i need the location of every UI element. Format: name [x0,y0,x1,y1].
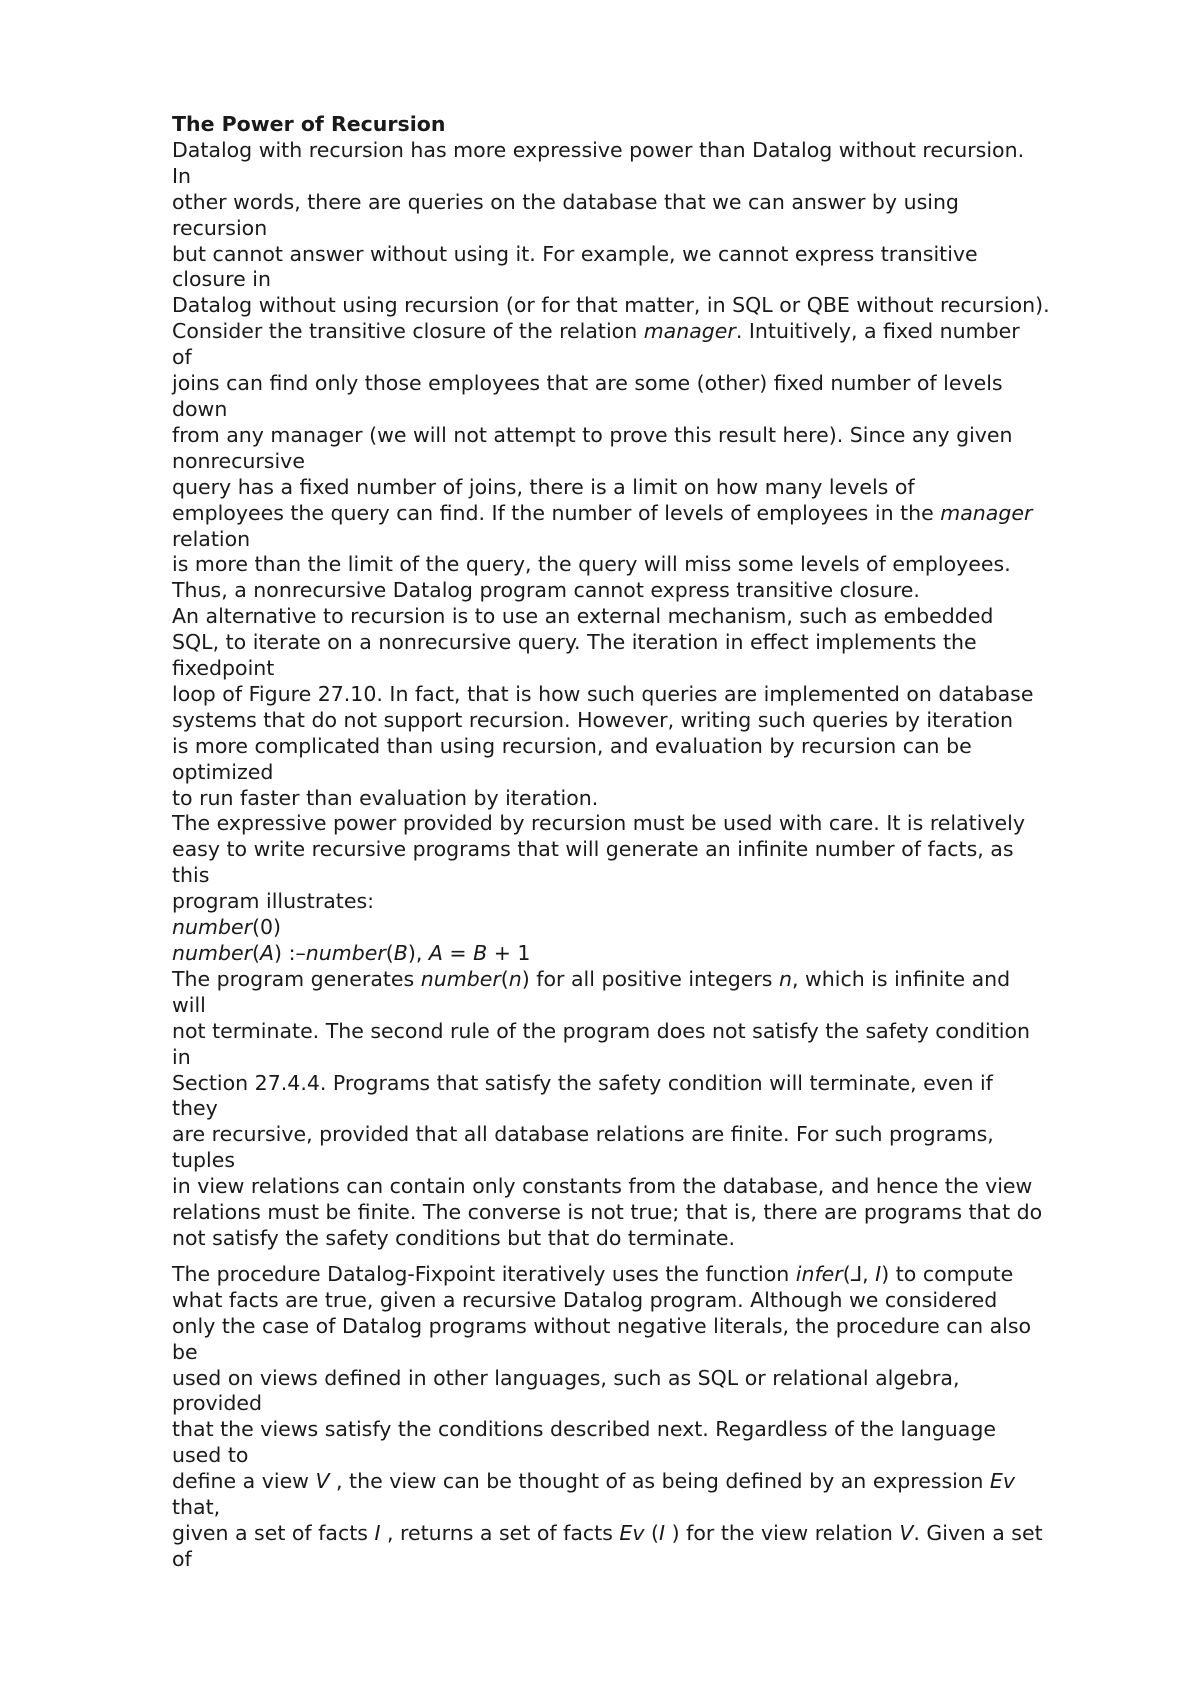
text-line: is more complicated than using recursion, and evaluation by recursion can be [172,733,972,758]
text-run: (⅃, [842,1261,876,1286]
text-line: loop of Figure 27.10. In fact, that is how such queries are implemented on database [172,681,1034,706]
variable-v: V [899,1520,914,1545]
document-body [172,112,1132,1573]
text-line: tuples [172,1148,236,1173]
text-line: fixedpoint [172,656,275,681]
function-infer: infer [795,1261,843,1286]
text-line: easy to write recursive programs that will generate an infinite number of facts, as [172,837,1014,862]
text-line: The expressive power provided by recursion must be used with care. It is relatively [172,811,1025,836]
text-run: given a set of facts [172,1520,375,1545]
text-line: query has a fixed number of joins, there is a limit on how many levels of [172,474,915,499]
text-line: Section 27.4.4. Programs that satisfy the safety condition will terminate, even if [172,1070,993,1095]
text-line: this [172,863,210,888]
text-line: closure in [172,267,271,292]
paragraph-spacer [172,1252,1132,1262]
variable-i: I [374,1520,381,1545]
variable-i: I [875,1261,882,1286]
text-line: SQL, to iterate on a nonrecursive query. The iteration in effect implements the [172,630,977,655]
text-line: Datalog with recursion has more expressive power than Datalog without recursion. [172,137,1025,162]
text-line: what facts are true, given a recursive Datalog program. Although we considered [172,1287,998,1312]
text-line: is more than the limit of the query, the query will miss some levels of employees. [172,552,1011,577]
equals-sign: = [442,941,474,965]
text-line: not terminate. The second rule of the program does not satisfy the safety condition [172,1018,1030,1043]
text-line: Datalog without using recursion (or for that matter, in SQL or QBE without recursion). [172,293,1050,318]
variable-v: V [315,1469,330,1494]
text-line: they [172,1096,218,1121]
text-line: relation [172,526,251,551]
text-line: that, [172,1495,221,1520]
text-line: are recursive, provided that all database relations are finite. For such programs, [172,1122,994,1147]
text-line: down [172,396,228,421]
section-title: The Power of Recursion [172,112,446,136]
variable-n: n [778,966,792,991]
text-line: only the case of Datalog programs without negative literals, the procedure can also [172,1313,1032,1338]
text-run: ) for the view relation [665,1520,900,1545]
text-run: The program generates [172,966,421,991]
rule-args: (0) [252,915,282,940]
variable-n: n [508,966,522,991]
text-line: The program generates number(n) for all positive integers n, which is infinite and [172,966,1011,991]
text-line: recursion [172,215,268,240]
variable-b: B [393,941,408,965]
rule-separator: :– [282,941,306,965]
variable-i: I [659,1520,666,1545]
text-run: . Intuitively, a fixed number [735,319,1020,344]
text-line: An alternative to recursion is to use an external mechanism, such as embedded [172,604,994,629]
text-line: In [172,163,192,188]
text-line: other words, there are queries on the database that we can answer by using [172,189,959,214]
text-line: optimized [172,759,274,784]
predicate-number: number [305,941,386,965]
program-rule-2: number(A) :–number(B), A = B + 1 [172,941,531,965]
text-line [172,319,1132,345]
text-line: but cannot answer without using it. For example, we cannot express transitive [172,241,978,266]
text-line: that the views satisfy the conditions described next. Regardless of the language [172,1417,996,1442]
text-line [172,1521,1132,1547]
text-run: The procedure Datalog-Fixpoint iteratively uses the function [172,1261,796,1286]
text-run: define a view [172,1469,316,1494]
relation-name-manager: manager [940,500,1033,525]
text-line: provided [172,1391,262,1416]
text-line [172,1469,1132,1495]
text-line: nonrecursive [172,448,305,473]
text-line: program illustrates: [172,889,375,914]
text-line: in view relations can contain only constants from the database, and hence the view [172,1174,1033,1199]
relation-name-manager: manager [643,319,736,344]
text-line: systems that do not support recursion. However, writing such queries by iteration [172,707,1014,732]
program-rule-1 [172,915,1132,941]
text-run: ( [644,1520,660,1545]
text-line: from any manager (we will not attempt to prove this result here). Since any given [172,422,1013,447]
variable-b: B [473,941,488,965]
text-run: Consider the transitive closure of the relation [172,319,644,344]
text-line: of [172,1546,192,1571]
text-line: in [172,1044,191,1069]
text-run: for all positive integers [529,966,779,991]
variable-a: A [260,941,275,965]
text-line: to run faster than evaluation by iteration. [172,785,599,810]
text-run: . Given a set [913,1520,1043,1545]
text-run: , the view can be thought of as being defined by an expression [329,1469,990,1494]
text-line: Thus, a nonrecursive Datalog program cannot express transitive closure. [172,578,920,603]
text-line: joins can find only those employees that are some (other) fixed number of levels [172,371,1003,396]
text-line [172,501,1132,527]
text-run: ) to compute [881,1261,1014,1286]
predicate-number: number [172,915,253,940]
predicate-number: number [420,966,501,991]
rule-tail: + 1 [487,941,531,965]
variable-a: A [428,941,443,965]
text-line: relations must be finite. The converse is not true; that is, there are programs that do [172,1200,1043,1225]
text-line: used to [172,1443,249,1468]
expression-ev: Ev [619,1520,645,1545]
text-line: of [172,345,192,370]
text-run: employees the query can find. If the number of levels of employees in the [172,500,941,525]
text-line: used on views defined in other languages, such as SQL or relational algebra, [172,1365,960,1390]
text-line: be [172,1339,198,1364]
text-line: not satisfy the safety conditions but that do terminate. [172,1225,736,1250]
text-run: , returns a set of facts [380,1520,620,1545]
predicate-number: number [172,941,253,965]
text-line [172,1262,1132,1288]
expression-ev: Ev [989,1469,1016,1494]
text-line: will [172,992,206,1017]
text-run: , which is infinite and [791,966,1011,991]
